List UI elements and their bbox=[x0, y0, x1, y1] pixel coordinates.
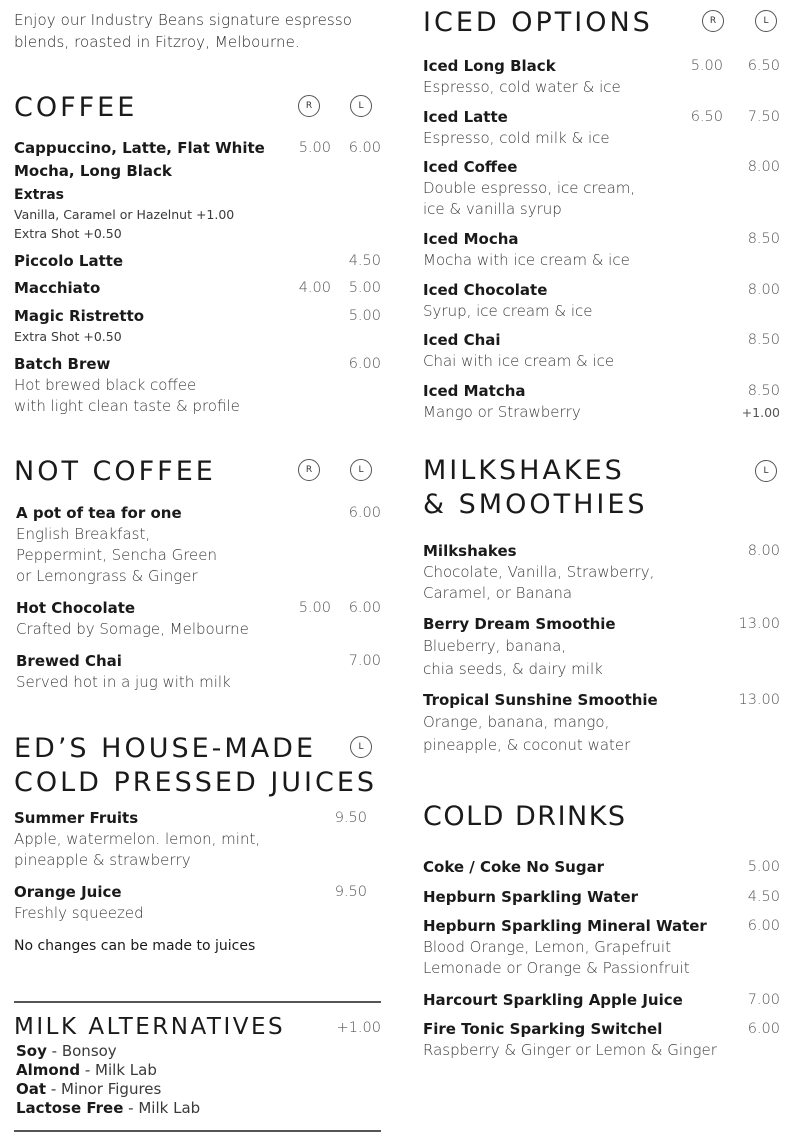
menu-item bbox=[14, 305, 381, 346]
section-title: MILK ALTERNATIVES bbox=[14, 1014, 286, 1040]
item-description: Crafted by Somage, Melbourne bbox=[16, 620, 249, 638]
price-regular: 5.00 bbox=[298, 140, 331, 156]
price-large: 9.50 bbox=[334, 884, 367, 900]
price-regular: 5.00 bbox=[298, 600, 331, 616]
item-name: Milkshakes bbox=[423, 542, 517, 560]
menu-item bbox=[423, 540, 780, 604]
menu-item bbox=[423, 856, 780, 878]
menu-item bbox=[423, 380, 780, 423]
section-title: NOT COFFEE bbox=[14, 456, 216, 487]
intro-line: blends, roasted in Fitzroy, Melbourne. bbox=[14, 33, 300, 51]
price-large: 5.00 bbox=[348, 308, 381, 324]
item-description: Mango or Strawberry bbox=[423, 403, 581, 421]
milk-brand: - Bonsoy bbox=[46, 1042, 117, 1060]
price-large: 6.00 bbox=[348, 140, 381, 156]
price-large: 8.50 bbox=[747, 332, 780, 348]
cold-drinks-section bbox=[423, 800, 780, 1059]
milk-type: Oat bbox=[16, 1080, 47, 1098]
divider bbox=[14, 1001, 381, 1003]
extras-heading: Extras bbox=[14, 187, 64, 203]
price-large: 6.00 bbox=[348, 505, 381, 521]
item-description: Orange, banana, mango, bbox=[423, 713, 610, 731]
item-description: Hot brewed black coffee bbox=[14, 376, 197, 394]
large-size-badge: L bbox=[350, 459, 372, 481]
menu-item bbox=[16, 650, 381, 693]
section-title: & SMOOTHIES bbox=[423, 489, 648, 520]
item-name: Macchiato bbox=[14, 279, 101, 297]
right-column bbox=[423, 0, 780, 1139]
item-description: with light clean taste & profile bbox=[14, 397, 240, 415]
item-description: Vanilla, Caramel or Hazelnut +1.00 bbox=[14, 207, 235, 222]
item-description: Caramel, or Banana bbox=[423, 584, 573, 602]
price-large: 8.00 bbox=[747, 282, 780, 298]
section-title: ED’S HOUSE-MADE bbox=[14, 733, 317, 764]
price-large: 5.00 bbox=[348, 280, 381, 296]
price-large: 7.00 bbox=[747, 992, 780, 1008]
price-large: 5.00 bbox=[747, 859, 780, 875]
large-size-badge: L bbox=[755, 460, 777, 482]
item-name: Iced Matcha bbox=[423, 382, 526, 400]
price-large: 9.50 bbox=[334, 810, 367, 826]
item-description: Espresso, cold milk & ice bbox=[423, 129, 610, 147]
item-name: Fire Tonic Sparking Switchel bbox=[423, 1020, 663, 1038]
milk-type: Almond bbox=[16, 1061, 81, 1079]
item-name: Iced Coffee bbox=[423, 158, 518, 176]
large-size-badge: L bbox=[350, 95, 372, 117]
milk-option bbox=[16, 1042, 200, 1061]
section-title: MILKSHAKES bbox=[423, 455, 625, 486]
price-large: 6.50 bbox=[747, 58, 780, 74]
item-description: or Lemongrass & Ginger bbox=[16, 567, 198, 585]
price-large: 7.00 bbox=[348, 653, 381, 669]
item-name: Magic Ristretto bbox=[14, 307, 145, 325]
item-description: Chocolate, Vanilla, Strawberry, bbox=[423, 563, 655, 581]
juices-section bbox=[14, 732, 381, 954]
price-large: 8.00 bbox=[747, 159, 780, 175]
menu-item bbox=[423, 228, 780, 271]
item-description: ice & vanilla syrup bbox=[423, 200, 562, 218]
item-description: Freshly squeezed bbox=[14, 904, 144, 922]
left-column bbox=[14, 0, 381, 1139]
menu-item bbox=[423, 886, 780, 908]
juice-note: No changes can be made to juices bbox=[14, 938, 256, 954]
menu-item bbox=[423, 55, 780, 98]
item-description: Blood Orange, Lemon, Grapefruit bbox=[423, 938, 671, 956]
item-description: Syrup, ice cream & ice bbox=[423, 302, 593, 320]
menu-item bbox=[423, 689, 780, 757]
item-name: Hepburn Sparkling Mineral Water bbox=[423, 917, 707, 935]
item-name: Brewed Chai bbox=[16, 652, 122, 670]
item-description: Extra Shot +0.50 bbox=[14, 226, 122, 241]
menu-item bbox=[14, 160, 381, 182]
item-name: Piccolo Latte bbox=[14, 252, 124, 270]
milk-brand: - Milk Lab bbox=[80, 1061, 157, 1079]
menu-item bbox=[423, 156, 780, 220]
intro-line: Enjoy our Industry Beans signature espresso bbox=[14, 11, 353, 29]
menu-item bbox=[423, 329, 780, 372]
milk-alternatives-section bbox=[14, 1010, 381, 1117]
price-large: 4.50 bbox=[348, 253, 381, 269]
milk-surcharge: +1.00 bbox=[336, 1020, 381, 1036]
item-name: Mocha, Long Black bbox=[14, 162, 172, 180]
menu-item bbox=[423, 106, 780, 149]
price-regular: 5.00 bbox=[690, 58, 723, 74]
item-description: Raspberry & Ginger or Lemon & Ginger bbox=[423, 1041, 717, 1059]
section-title: COLD DRINKS bbox=[423, 801, 627, 832]
item-description: Blueberry, banana, bbox=[423, 637, 567, 655]
extras bbox=[14, 185, 381, 243]
item-description: Extra Shot +0.50 bbox=[14, 329, 122, 344]
item-description: Mocha with ice cream & ice bbox=[423, 251, 630, 269]
price-large: 6.00 bbox=[747, 918, 780, 934]
milk-type: Lactose Free bbox=[16, 1099, 124, 1117]
menu-item bbox=[423, 915, 780, 979]
item-description: pineapple & strawberry bbox=[14, 851, 191, 869]
item-description: English Breakfast, bbox=[16, 525, 151, 543]
menu-item bbox=[16, 597, 381, 640]
price-large: 8.50 bbox=[747, 231, 780, 247]
item-name: Orange Juice bbox=[14, 883, 122, 901]
item-name: Iced Long Black bbox=[423, 57, 556, 75]
item-description: Lemonade or Orange & Passionfruit bbox=[423, 959, 690, 977]
milkshakes-smoothies-section bbox=[423, 454, 780, 754]
menu-item bbox=[14, 881, 381, 924]
item-name: Iced Latte bbox=[423, 108, 508, 126]
milk-type: Soy bbox=[16, 1042, 47, 1060]
price-regular: 6.50 bbox=[690, 109, 723, 125]
item-name: Iced Mocha bbox=[423, 230, 519, 248]
regular-size-badge: R bbox=[298, 459, 320, 481]
menu-item bbox=[14, 353, 381, 417]
item-description: Double espresso, ice cream, bbox=[423, 179, 636, 197]
item-description: Peppermint, Sencha Green bbox=[16, 546, 218, 564]
coffee-section bbox=[14, 91, 381, 415]
milk-list bbox=[16, 1042, 200, 1118]
item-description: Served hot in a jug with milk bbox=[16, 673, 231, 691]
iced-options-section bbox=[423, 6, 780, 421]
price-large: 13.00 bbox=[738, 616, 780, 632]
section-title: ICED OPTIONS bbox=[423, 7, 653, 38]
menu-item bbox=[423, 989, 780, 1011]
item-name: Harcourt Sparkling Apple Juice bbox=[423, 991, 683, 1009]
item-name: Coke / Coke No Sugar bbox=[423, 858, 605, 876]
milk-brand: - Minor Figures bbox=[46, 1080, 162, 1098]
section-title: COFFEE bbox=[14, 92, 138, 123]
regular-size-badge: R bbox=[702, 10, 724, 32]
regular-size-badge: R bbox=[298, 95, 320, 117]
item-name: Iced Chocolate bbox=[423, 281, 548, 299]
item-description: chia seeds, & dairy milk bbox=[423, 660, 603, 678]
item-name: Tropical Sunshine Smoothie bbox=[423, 691, 658, 709]
price-large: 6.00 bbox=[747, 1021, 780, 1037]
item-name: Batch Brew bbox=[14, 355, 111, 373]
item-name: A pot of tea for one bbox=[16, 504, 182, 522]
price-large: 8.50 bbox=[747, 383, 780, 399]
menu-item bbox=[423, 279, 780, 322]
item-name: Iced Chai bbox=[423, 331, 501, 349]
item-description: pineapple, & coconut water bbox=[423, 736, 631, 754]
menu-item bbox=[16, 502, 381, 587]
intro-text bbox=[14, 9, 381, 53]
divider bbox=[14, 1130, 381, 1132]
menu-item bbox=[423, 613, 780, 681]
price-large: 4.50 bbox=[747, 889, 780, 905]
item-description: Espresso, cold water & ice bbox=[423, 78, 621, 96]
menu-item bbox=[14, 277, 381, 299]
menu-item bbox=[14, 807, 381, 871]
large-size-badge: L bbox=[350, 736, 372, 758]
price-large: 7.50 bbox=[747, 109, 780, 125]
item-description: Chai with ice cream & ice bbox=[423, 352, 615, 370]
item-name: Berry Dream Smoothie bbox=[423, 615, 616, 633]
menu-item bbox=[423, 1018, 780, 1061]
price-large: 6.00 bbox=[348, 600, 381, 616]
price-large: 8.00 bbox=[747, 543, 780, 559]
large-size-badge: L bbox=[755, 10, 777, 32]
milk-option bbox=[16, 1099, 200, 1118]
milk-option bbox=[16, 1080, 200, 1099]
item-name: Hot Chocolate bbox=[16, 599, 136, 617]
addon-price: +1.00 bbox=[741, 405, 780, 420]
item-name: Summer Fruits bbox=[14, 809, 139, 827]
price-regular: 4.00 bbox=[298, 280, 331, 296]
item-name: Hepburn Sparkling Water bbox=[423, 888, 639, 906]
item-name: Cappuccino, Latte, Flat White bbox=[14, 139, 265, 157]
price-large: 13.00 bbox=[738, 692, 780, 708]
milk-option bbox=[16, 1061, 200, 1080]
price-large: 6.00 bbox=[348, 356, 381, 372]
item-description: Apple, watermelon. lemon, mint, bbox=[14, 830, 261, 848]
not-coffee-section bbox=[14, 455, 381, 691]
menu-item bbox=[14, 137, 381, 159]
section-title: COLD PRESSED JUICES bbox=[14, 767, 378, 798]
menu-item bbox=[14, 250, 381, 272]
milk-brand: - Milk Lab bbox=[123, 1099, 201, 1117]
